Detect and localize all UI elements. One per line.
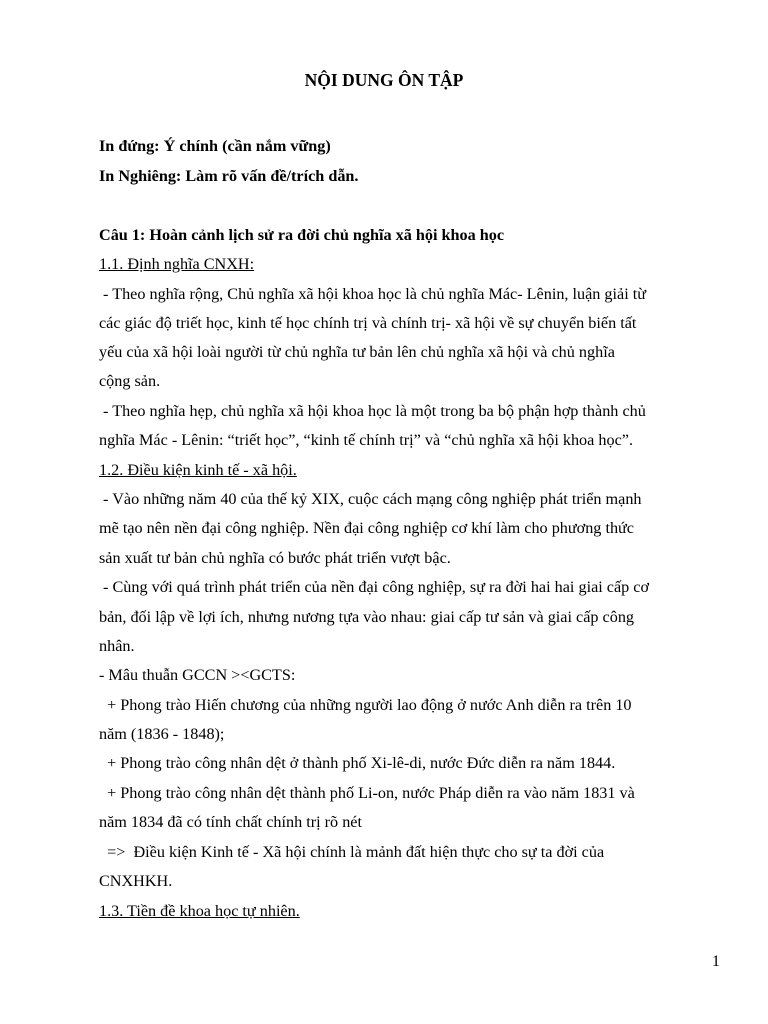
paragraph-line: nhân. [99, 637, 135, 655]
paragraph-line: mẽ tạo nên nền đại công nghiệp. Nền đại công nghiệp cơ khí làm cho phương thức [99, 519, 634, 537]
page-number: 1 [711, 952, 720, 970]
paragraph-line: => Điều kiện Kinh tế - Xã hội chính là mảnh đất hiện thực cho sự ta đời của [99, 843, 605, 861]
paragraph-line: yếu của xã hội loài người từ chủ nghĩa tư bản lên chủ nghĩa xã hội và chủ nghĩa [99, 343, 615, 361]
legend-bold-note: In đứng: Ý chính (cần nắm vững) [99, 137, 331, 155]
paragraph-line: CNXHKH. [99, 872, 173, 890]
section-1-3-heading: 1.3. Tiền đề khoa học tự nhiên. [99, 902, 300, 920]
paragraph-line: - Mâu thuẫn GCCN ><GCTS: [99, 666, 296, 684]
paragraph-line: năm 1834 đã có tính chất chính trị rõ nét [99, 813, 362, 831]
paragraph-line: - Theo nghĩa hẹp, chủ nghĩa xã hội khoa học là một trong ba bộ phận hợp thành chủ [99, 402, 646, 420]
paragraph-line: - Cùng với quá trình phát triển của nền đại công nghiệp, sự ra đời hai hai giai cấp cơ [99, 578, 650, 596]
paragraph-line: + Phong trào công nhân dệt ở thành phố Xi-lê-di, nước Đức diễn ra năm 1844. [99, 754, 616, 772]
legend-italic-note: In Nghiêng: Làm rõ vấn đề/trích dẫn. [99, 167, 359, 185]
paragraph-line: bản, đối lập về lợi ích, nhưng nương tựa vào nhau: giai cấp tư sản và giai cấp công [99, 608, 635, 626]
page-title: NỘI DUNG ÔN TẬP [304, 70, 464, 90]
section-1-1-heading: 1.1. Định nghĩa CNXH: [99, 255, 255, 273]
paragraph-line: + Phong trào Hiến chương của những người lao động ở nước Anh diễn ra trên 10 [99, 696, 632, 714]
paragraph-line: + Phong trào công nhân dệt thành phố Li-on, nước Pháp diễn ra vào năm 1831 và [99, 784, 635, 802]
question-1-heading: Câu 1: Hoàn cảnh lịch sử ra đời chủ nghĩa xã hội khoa học [99, 226, 505, 244]
paragraph-line: các giác độ triết học, kinh tế học chính trị và chính trị- xã hội về sự chuyển biến tất [99, 314, 637, 332]
paragraph-line: cộng sản. [99, 372, 161, 390]
paragraph-line: năm (1836 - 1848); [99, 725, 225, 743]
paragraph-line: sản xuất tư bản chủ nghĩa có bước phát triển vượt bậc. [99, 549, 451, 567]
paragraph-line: - Theo nghĩa rộng, Chủ nghĩa xã hội khoa học là chủ nghĩa Mác- Lênin, luận giải từ [99, 285, 647, 303]
paragraph-line: nghĩa Mác - Lênin: “triết học”, “kinh tế chính trị” và “chủ nghĩa xã hội khoa học”. [99, 431, 633, 449]
paragraph-line: - Vào những năm 40 của thế kỷ XIX, cuộc cách mạng công nghiệp phát triển mạnh [99, 490, 642, 508]
section-1-2-heading: 1.2. Điều kiện kinh tế - xã hội. [99, 461, 297, 479]
